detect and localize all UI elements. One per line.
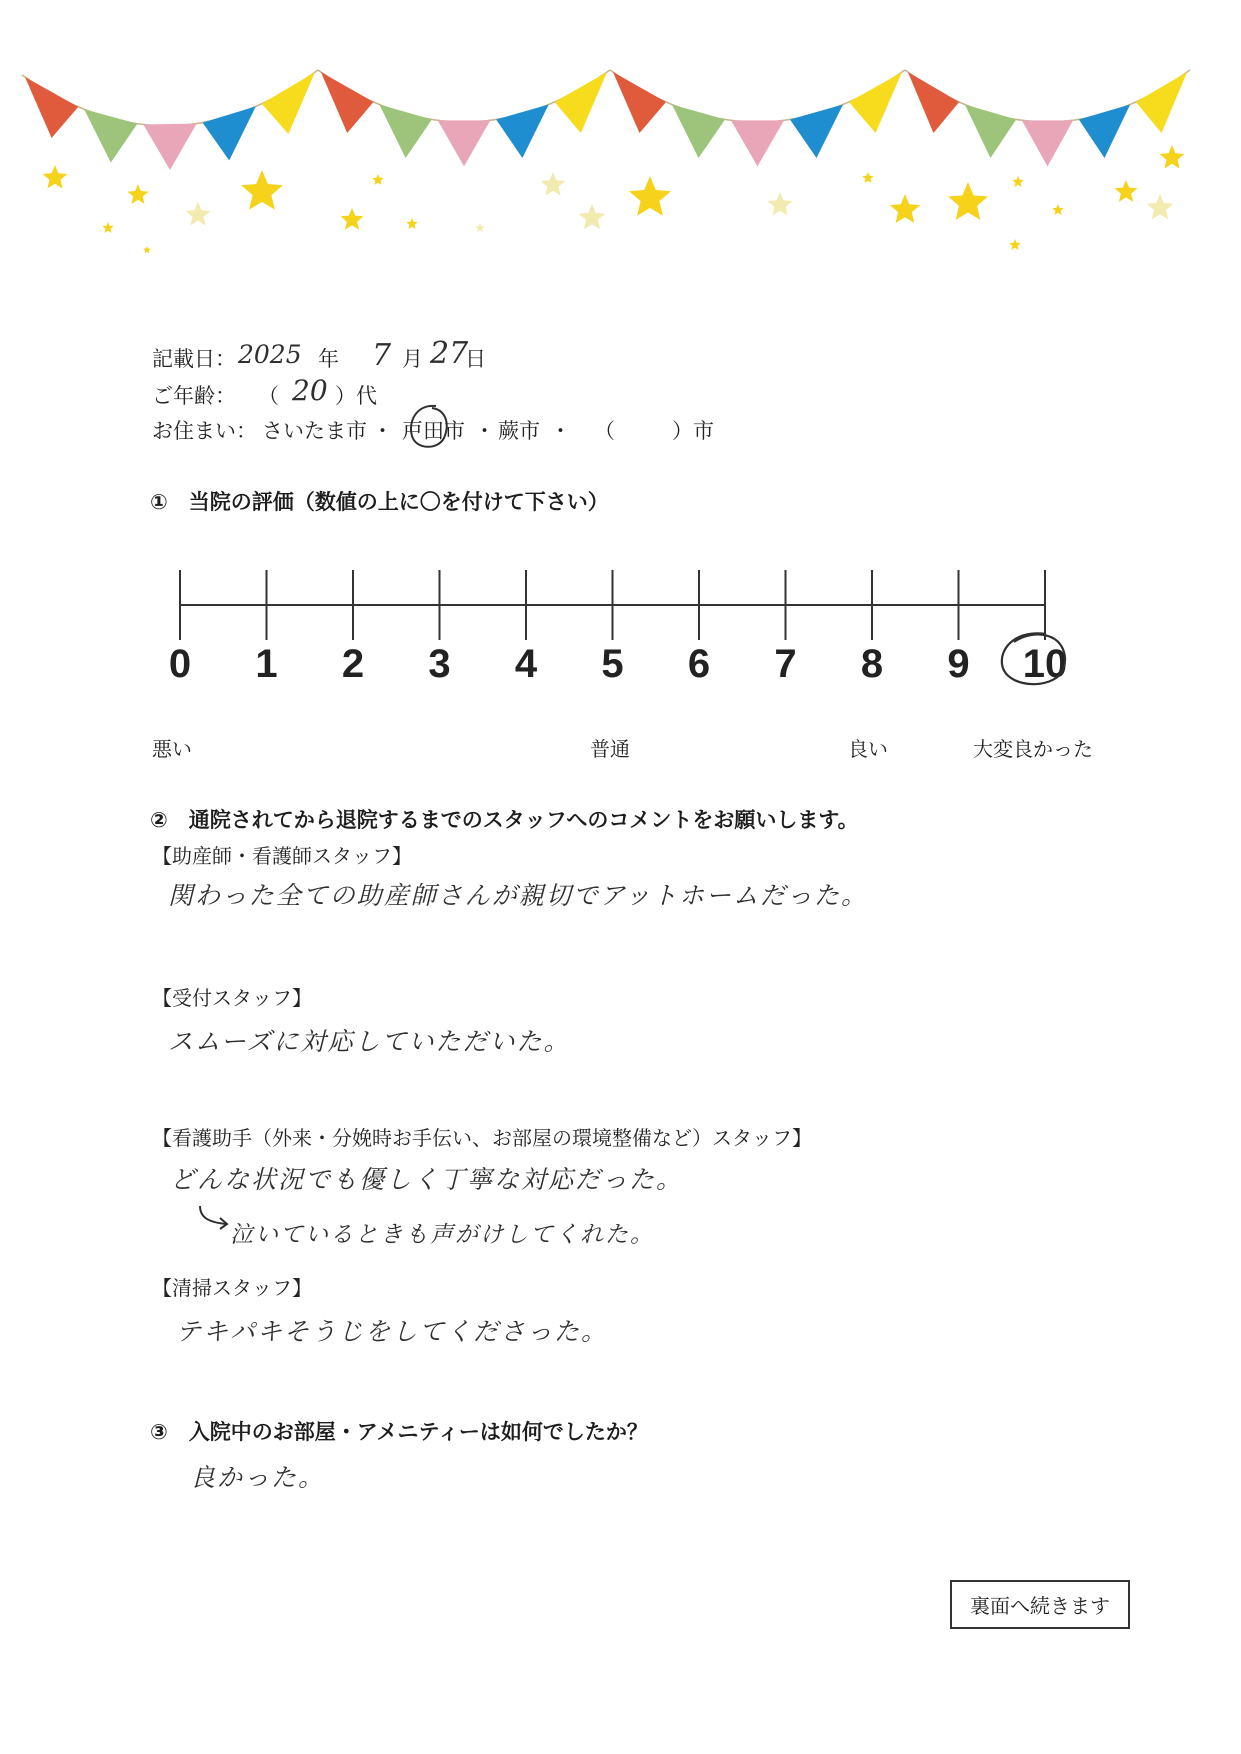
- star-decoration: [128, 184, 149, 204]
- residence-selected-circle: [402, 400, 458, 456]
- bunting-flag: [731, 120, 784, 166]
- star-decoration: [890, 194, 920, 223]
- bunting-strings: [22, 70, 1190, 126]
- assistant-staff-comment-1: どんな状況でも優しく丁寧な対応だった。: [170, 1165, 684, 1194]
- age-open-paren: （: [258, 384, 279, 408]
- star-decoration: [102, 222, 113, 233]
- star-decoration: [43, 165, 68, 189]
- scale-number-6[interactable]: 6: [687, 642, 711, 686]
- continue-on-back-label: 裏面へ続きます: [950, 1580, 1130, 1629]
- star-decoration: [629, 176, 671, 216]
- scale-number-8[interactable]: 8: [860, 642, 884, 686]
- midwife-staff-comment: 関わった全ての助産師さんが親切でアットホームだった。: [168, 881, 869, 910]
- residence-option-saitama: さいたま市: [262, 419, 367, 443]
- residence-other-close: ）市: [672, 419, 714, 443]
- residence-option-warabi: 蕨市: [498, 419, 540, 443]
- comment-continuation-arrow: [196, 1202, 232, 1232]
- bunting-flag: [1136, 72, 1187, 133]
- scale-number-5[interactable]: 5: [601, 642, 624, 686]
- star-decoration: [862, 172, 873, 183]
- bunting-flag: [203, 106, 256, 160]
- date-day-unit: 日: [465, 347, 486, 371]
- cleaning-staff-heading: 【清掃スタッフ】: [152, 1276, 312, 1300]
- bunting-flag: [908, 72, 959, 133]
- stars: [43, 145, 1185, 253]
- scale-number-3[interactable]: 3: [428, 642, 451, 686]
- scale-label-normal: 普通: [590, 737, 630, 761]
- scale-number-4[interactable]: 4: [514, 642, 538, 686]
- section3-comment: 良かった。: [190, 1463, 326, 1492]
- midwife-staff-heading: 【助産師・看護師スタッフ】: [152, 844, 412, 868]
- section1-heading: ① 当院の評価（数値の上に〇を付けて下さい）: [150, 490, 609, 514]
- bunting-flag: [1022, 120, 1073, 166]
- bunting-flag: [496, 105, 549, 158]
- scale-number-10[interactable]: 10: [1022, 642, 1068, 686]
- rating-selected-circle: [996, 628, 1072, 694]
- scale-label-good: 良い: [848, 737, 888, 761]
- residence-separator: ・: [372, 419, 393, 443]
- date-day-value: 27: [430, 336, 469, 371]
- star-decoration: [241, 170, 283, 210]
- star-decoration: [948, 182, 988, 220]
- residence-option-toda: 戸田市: [402, 419, 465, 443]
- section2-heading: ② 通院されてから退院するまでのスタッフへのコメントをお願いします。: [150, 808, 859, 832]
- bunting-flag: [965, 105, 1016, 158]
- star-decoration: [768, 192, 793, 216]
- age-value: 20: [292, 374, 328, 407]
- residence-separator: ・: [550, 419, 571, 443]
- star-decoration: [1115, 180, 1138, 202]
- star-decoration: [372, 174, 383, 185]
- star-decoration: [1012, 176, 1023, 187]
- date-month-value: 7: [372, 338, 392, 373]
- scale-number-7[interactable]: 7: [774, 642, 797, 686]
- bunting-flag: [143, 124, 196, 170]
- age-close-paren: ）代: [335, 384, 377, 408]
- star-decoration: [541, 172, 566, 196]
- star-decoration: [341, 208, 364, 230]
- bunting-decoration: [0, 0, 1241, 270]
- reception-staff-comment: スムーズに対応していただいた。: [168, 1027, 571, 1056]
- bunting-flag: [613, 72, 666, 133]
- star-decoration: [406, 218, 417, 229]
- star-decoration: [1160, 145, 1185, 169]
- residence-label: お住まい：: [152, 419, 257, 443]
- assistant-staff-comment-2: 泣いているときも声がけしてくれた。: [230, 1222, 655, 1248]
- star-decoration: [1009, 239, 1020, 250]
- residence-other-open: （: [594, 419, 615, 443]
- age-label: ご年齢：: [152, 384, 236, 408]
- star-decoration: [143, 246, 151, 253]
- cleaning-staff-comment: テキパキそうじをしてくださった。: [176, 1317, 609, 1346]
- date-month-unit: 月: [402, 347, 423, 371]
- reception-staff-heading: 【受付スタッフ】: [152, 986, 312, 1010]
- date-year-value: 2025: [238, 340, 302, 369]
- star-decoration: [475, 223, 485, 232]
- scale-number-2[interactable]: 2: [341, 642, 365, 686]
- bunting-flags: [25, 72, 1187, 170]
- star-decoration: [1147, 194, 1174, 219]
- bunting-flag: [379, 105, 432, 158]
- scale-label-very-good: 大変良かった: [973, 737, 1093, 761]
- residence-separator: ・: [474, 419, 495, 443]
- bunting-flag: [321, 72, 374, 133]
- bunting-flag: [438, 120, 491, 166]
- star-decoration: [186, 202, 211, 226]
- section3-heading: ③ 入院中のお部屋・アメニティーは如何でしたか？: [150, 1420, 648, 1444]
- star-decoration: [579, 204, 606, 229]
- scale-label-bad: 悪い: [152, 737, 192, 761]
- date-year-unit: 年: [318, 347, 339, 371]
- bunting-flag: [849, 72, 902, 133]
- bunting-flag: [25, 77, 78, 138]
- scale-number-1[interactable]: 1: [255, 642, 278, 686]
- bunting-flag: [790, 105, 843, 158]
- star-decoration: [1052, 204, 1063, 215]
- bunting-flag: [1079, 105, 1130, 158]
- bunting-flag: [555, 72, 608, 133]
- date-label: 記載日：: [152, 347, 236, 371]
- bunting-flag: [262, 72, 315, 134]
- scale-number-9[interactable]: 9: [947, 642, 970, 686]
- bunting-flag: [672, 105, 725, 158]
- scale-number-0[interactable]: 0: [168, 642, 192, 686]
- rating-scale-line: [150, 560, 1050, 640]
- bunting-flag: [84, 109, 137, 162]
- assistant-staff-heading: 【看護助手（外来・分娩時お手伝い、お部屋の環境整備など）スタッフ】: [152, 1126, 812, 1150]
